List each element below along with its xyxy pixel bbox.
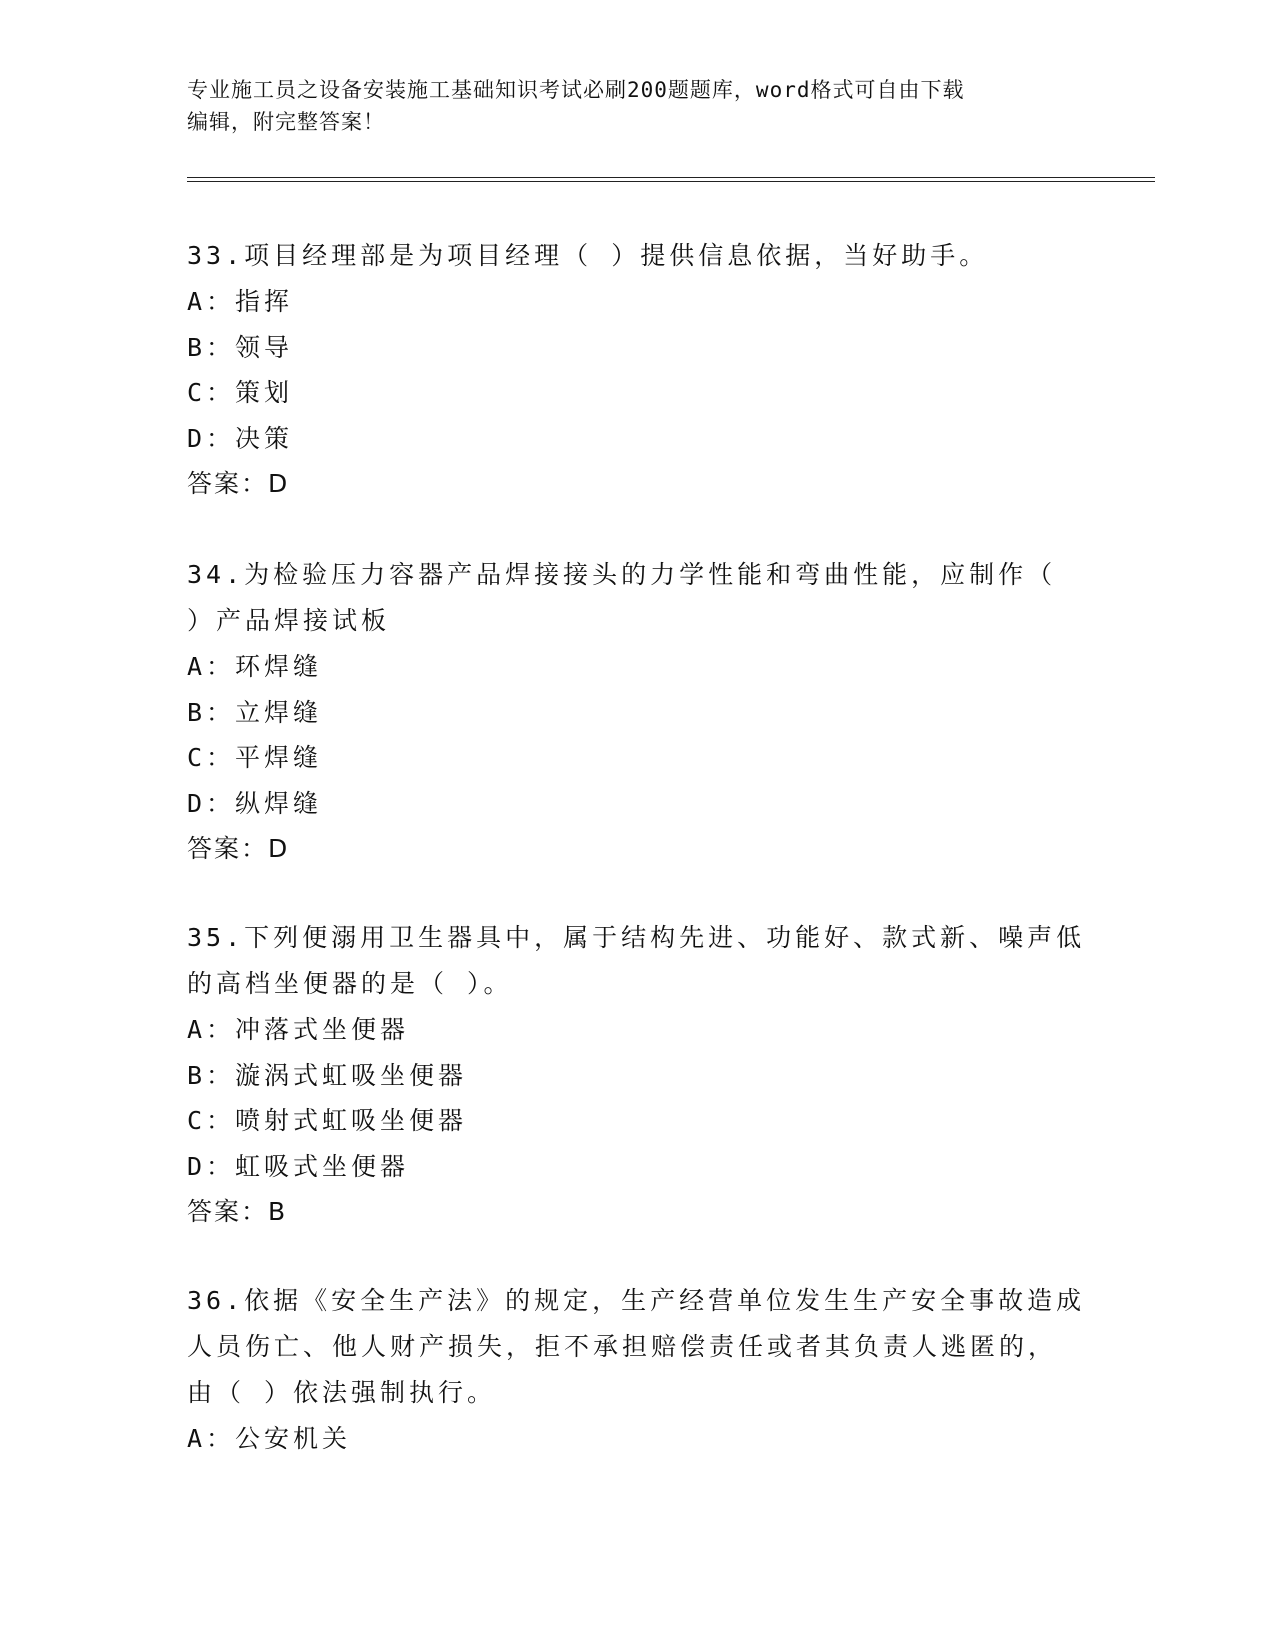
- option-d: D：决策: [187, 423, 294, 453]
- option-a: A：公安机关: [187, 1424, 352, 1453]
- question-text: 33.项目经理部是为项目经理（ ）提供信息依据，当好助手。: [187, 241, 989, 270]
- header-divider-bottom: [187, 181, 1155, 182]
- question-text-line2: 的高档坐便器的是（ ）。: [187, 969, 513, 998]
- answer: 答案：D: [187, 469, 290, 498]
- question-34: [187, 552, 1087, 871]
- option-d: D：纵焊缝: [187, 788, 323, 818]
- header-title-line2: 编辑，附完整答案！: [187, 110, 385, 134]
- question-text-line2: ）产品焊接试板: [187, 606, 391, 635]
- question-text-line1: 36.依据《安全生产法》的规定，生产经营单位发生生产安全事故造成: [187, 1286, 1086, 1315]
- header-divider-top: [187, 177, 1155, 178]
- document-header: [187, 74, 1087, 138]
- option-c: C：策划: [187, 378, 294, 407]
- question-text-line3: 由（ ）依法强制执行。: [187, 1378, 497, 1407]
- option-b: B：立焊缝: [187, 697, 323, 727]
- question-36: [187, 1278, 1087, 1462]
- question-text-line1: 34.为检验压力容器产品焊接接头的力学性能和弯曲性能，应制作（: [187, 560, 1057, 589]
- question-33: [187, 233, 1087, 506]
- header-title-line1: 专业施工员之设备安装施工基础知识考试必刷200题题库，word格式可自由下载: [187, 78, 965, 102]
- answer: 答案：D: [187, 834, 290, 863]
- question-text-line2: 人员伤亡、他人财产损失，拒不承担赔偿责任或者其负责人逃匿的，: [187, 1332, 1058, 1361]
- option-c: C：平焊缝: [187, 743, 323, 772]
- option-d: D：虹吸式坐便器: [187, 1151, 410, 1181]
- option-b: B：领导: [187, 332, 294, 362]
- option-a: A：环焊缝: [187, 652, 323, 681]
- option-b: B：漩涡式虹吸坐便器: [187, 1060, 468, 1090]
- question-text-line1: 35.下列便溺用卫生器具中，属于结构先进、功能好、款式新、噪声低: [187, 923, 1086, 952]
- question-35: [187, 915, 1087, 1234]
- option-a: A：指挥: [187, 287, 294, 316]
- option-a: A：冲落式坐便器: [187, 1015, 410, 1044]
- option-c: C：喷射式虹吸坐便器: [187, 1106, 468, 1135]
- answer: 答案：B: [187, 1197, 288, 1226]
